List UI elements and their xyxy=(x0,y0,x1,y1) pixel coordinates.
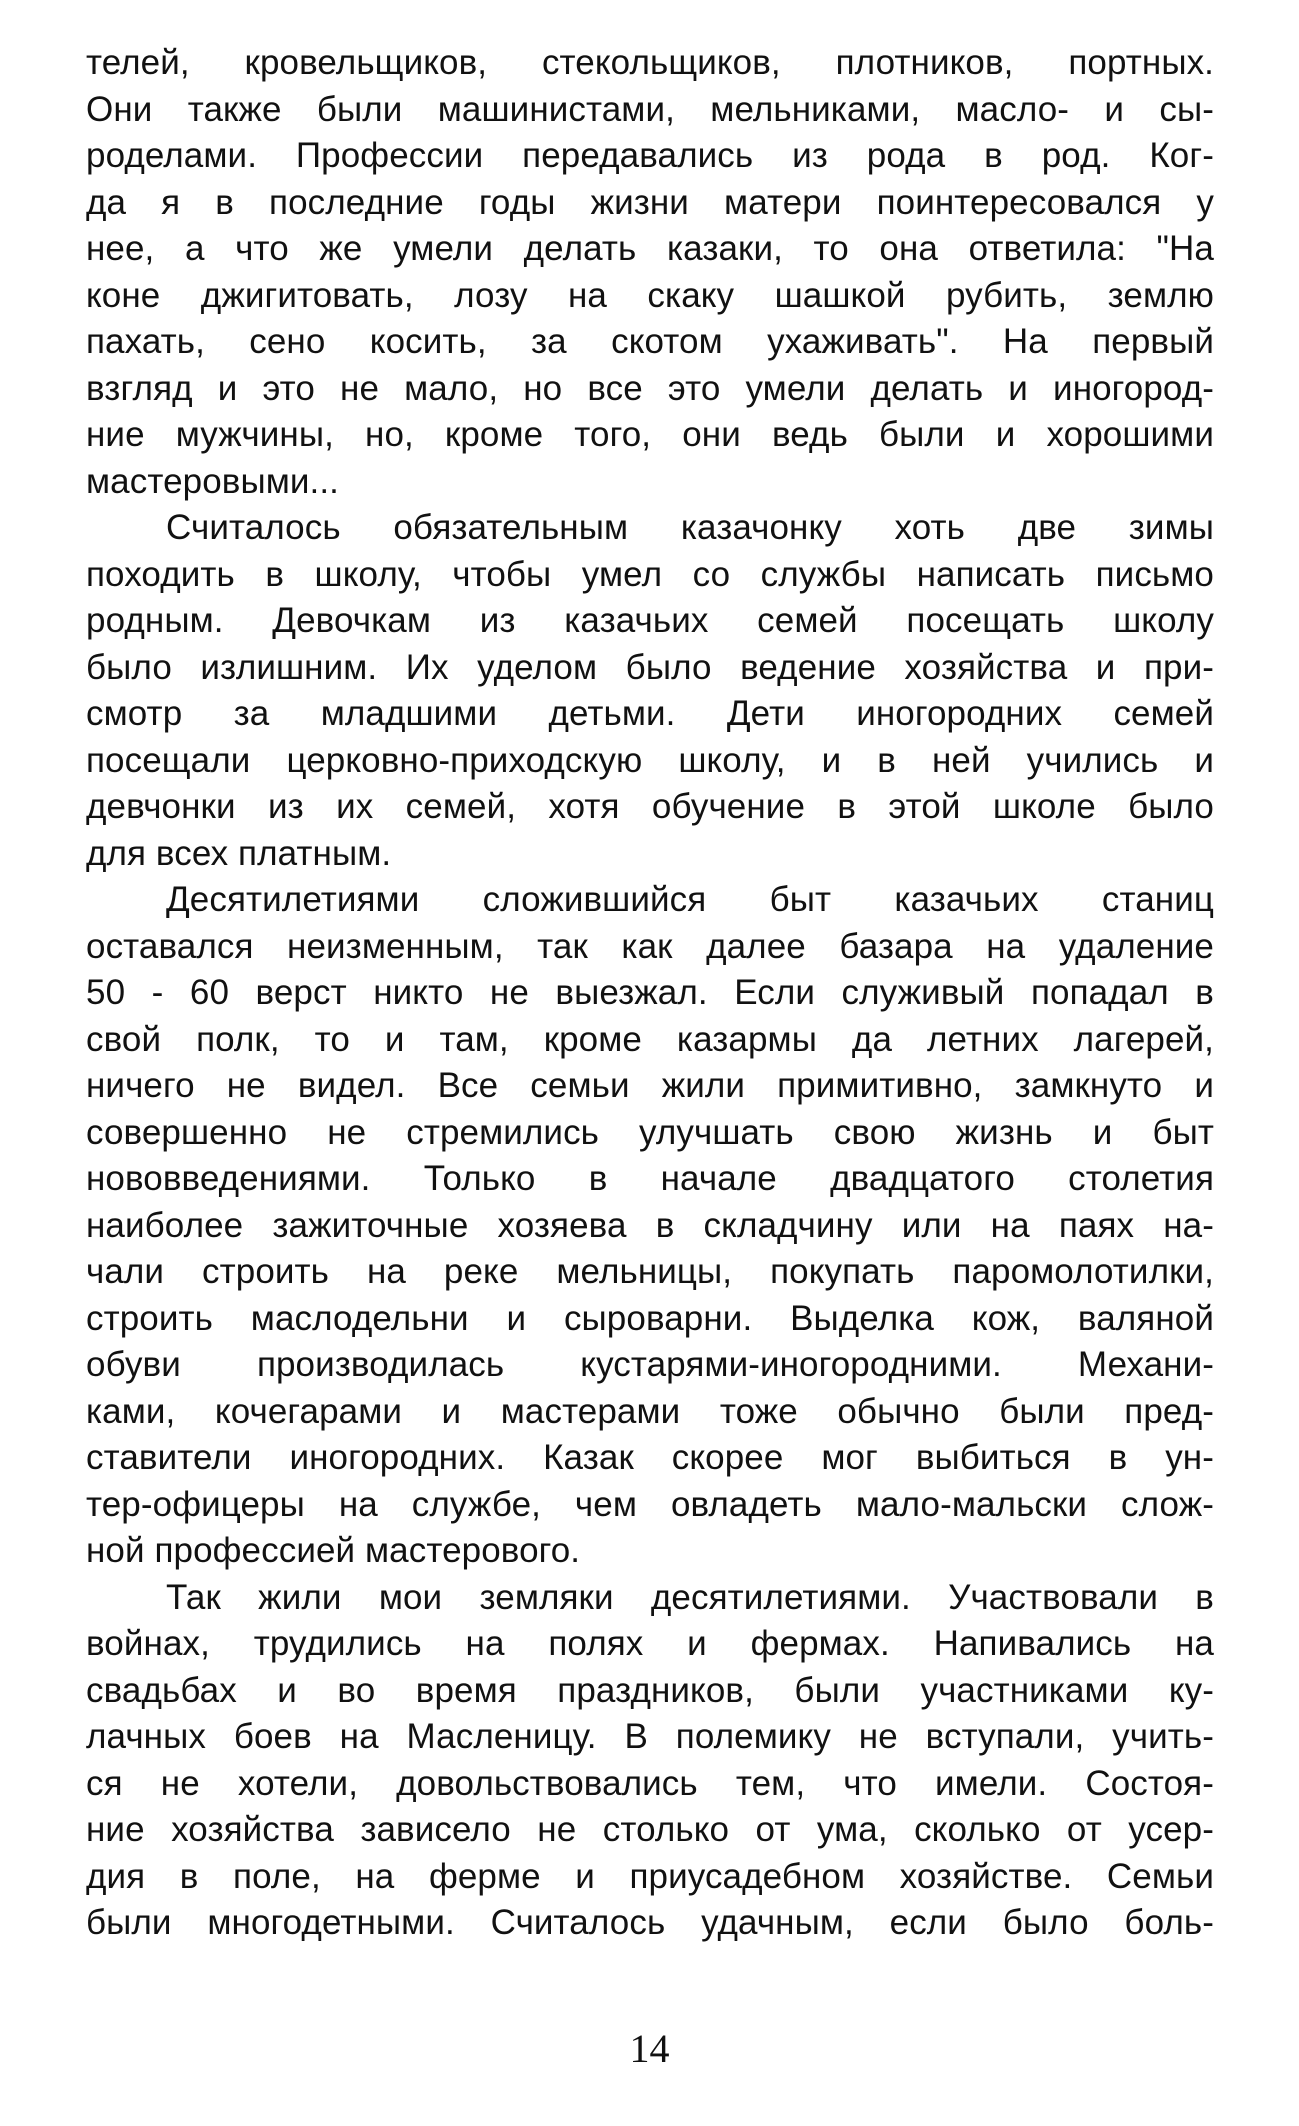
text-line: Считалось обязательным казачонку хоть две зимы xyxy=(166,508,1214,547)
text-line: войнах, трудились на полях и фермах. Напивались на xyxy=(86,1624,1214,1663)
text-line: ставители иногородних. Казак скорее мог выбиться в ун- xyxy=(86,1438,1214,1477)
text-line: телей, кровельщиков, стекольщиков, плотников, портных. xyxy=(86,43,1214,82)
text-line: нее, а что же умели делать казаки, то она ответила: "На xyxy=(86,229,1214,268)
text-line: ся не хотели, довольствовались тем, что имели. Состоя- xyxy=(86,1763,1214,1803)
text-line: ние мужчины, но, кроме того, они ведь были и хорошими xyxy=(86,415,1214,454)
text-line: да я в последние годы жизни матери поинтересовался у xyxy=(86,182,1214,222)
text-line: были многодетными. Считалось удачным, если было боль- xyxy=(86,1903,1214,1942)
text-line: дия в поле, на ферме и приусадебном хозяйстве. Семьи xyxy=(86,1856,1214,1896)
text-line: 50 - 60 верст никто не выезжал. Если служивый попадал в xyxy=(86,973,1214,1012)
text-line: лачных боев на Масленицу. В полемику не вступали, учить- xyxy=(86,1717,1214,1756)
text-line: коне джигитовать, лозу на скаку шашкой рубить, землю xyxy=(86,275,1214,315)
text-line: обуви производилась кустарями-иногородними. Механи- xyxy=(86,1345,1214,1384)
paragraph xyxy=(86,877,1214,1575)
text-line: девчонки из их семей, хотя обучение в этой школе было xyxy=(86,787,1214,826)
text-line: посещали церковно-приходскую школу, и в ней учились и xyxy=(86,740,1214,780)
text-line: тер-офицеры на службе, чем овладеть мало-мальски слож- xyxy=(86,1484,1214,1524)
text-line: чали строить на реке мельницы, покупать паромолотилки, xyxy=(86,1252,1214,1291)
text-line: наиболее зажиточные хозяева в складчину или на паях на- xyxy=(86,1205,1214,1245)
text-line: ничего не видел. Все семьи жили примитивно, замкнуто и xyxy=(86,1066,1214,1105)
text-line: строить маслодельни и сыроварни. Выделка кож, валяной xyxy=(86,1298,1214,1338)
text-line: смотр за младшими детьми. Дети иногородних семей xyxy=(86,694,1214,733)
text-line: роделами. Профессии передавались из рода в род. Ког- xyxy=(86,136,1214,175)
paragraph xyxy=(86,40,1214,505)
text-line: ками, кочегарами и мастерами тоже обычно были пред- xyxy=(86,1391,1214,1431)
text-line: Так жили мои земляки десятилетиями. Участвовали в xyxy=(166,1577,1214,1617)
text-line: походить в школу, чтобы умел со службы написать письмо xyxy=(86,554,1214,594)
text-line: Десятилетиями сложившийся быт казачьих станиц xyxy=(166,880,1214,919)
page-body xyxy=(86,40,1214,1947)
paragraph xyxy=(86,1575,1214,1947)
text-line: Они также были машинистами, мельниками, масло- и сы- xyxy=(86,89,1214,129)
text-line: нововведениями. Только в начале двадцатого столетия xyxy=(86,1159,1214,1198)
page-number: 14 xyxy=(629,2026,670,2071)
text-line: взгляд и это не мало, но все это умели делать и иногород- xyxy=(86,368,1214,408)
text-line: мастеровыми... xyxy=(86,461,339,501)
text-line: совершенно не стремились улучшать свою жизнь и быт xyxy=(86,1112,1214,1152)
text-line: для всех платным. xyxy=(86,833,392,873)
text-line: ние хозяйства зависело не столько от ума, сколько от усер- xyxy=(86,1810,1214,1849)
text-line: ной профессией мастерового. xyxy=(86,1531,581,1570)
text-line: свой полк, то и там, кроме казармы да летних лагерей, xyxy=(86,1019,1214,1059)
text-line: свадьбах и во время праздников, были участниками ку- xyxy=(86,1670,1214,1710)
paragraph xyxy=(86,505,1214,877)
text-line: родным. Девочкам из казачьих семей посещать школу xyxy=(86,601,1214,640)
text-line: было излишним. Их уделом было ведение хозяйства и при- xyxy=(86,647,1214,687)
text-line: пахать, сено косить, за скотом ухаживать". На первый xyxy=(86,322,1214,361)
text-line: оставался неизменным, так как далее базара на удаление xyxy=(86,926,1214,966)
